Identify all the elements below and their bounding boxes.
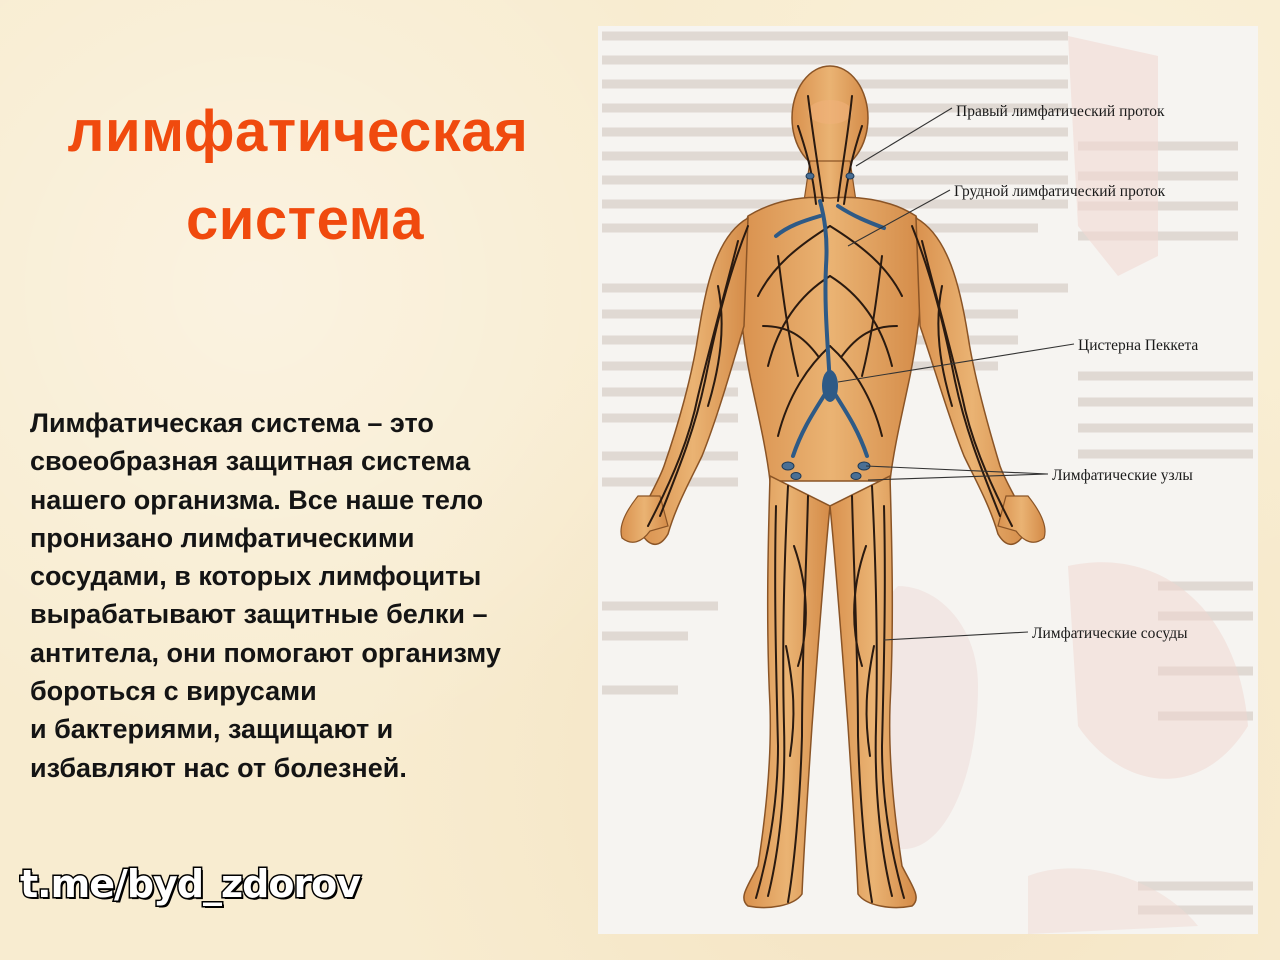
label-lymph-nodes: Лимфатические узлы xyxy=(1052,467,1193,484)
label-right-lymphatic-duct: Правый лимфатический проток xyxy=(956,103,1165,120)
slide-title xyxy=(0,88,610,264)
diagram-labels xyxy=(954,103,1198,642)
description-text: Лимфатическая система – это своеобразная защитная система нашего организма. Все наше тело пронизано лимфатическими сосудами, в которых лимфоциты вырабатывают защитные белки – антитела, они помогают организму бороться с вирусами и бактериями, защищают и избавляют нас от болезней. xyxy=(30,408,501,783)
watermark-link[interactable]: t.me/byd_zdorov xyxy=(20,862,361,906)
label-thoracic-duct: Грудной лимфатический проток xyxy=(954,183,1166,200)
title-line-2: система xyxy=(186,187,424,252)
human-body-figure xyxy=(598,26,1258,934)
label-lymph-vessels: Лимфатические сосуды xyxy=(1032,625,1188,642)
label-cisterna: Цистерна Пеккета xyxy=(1078,337,1199,354)
cisterna-shape xyxy=(822,370,838,402)
lymphatic-diagram xyxy=(598,26,1258,934)
title-line-1: лимфатическая xyxy=(67,99,529,164)
